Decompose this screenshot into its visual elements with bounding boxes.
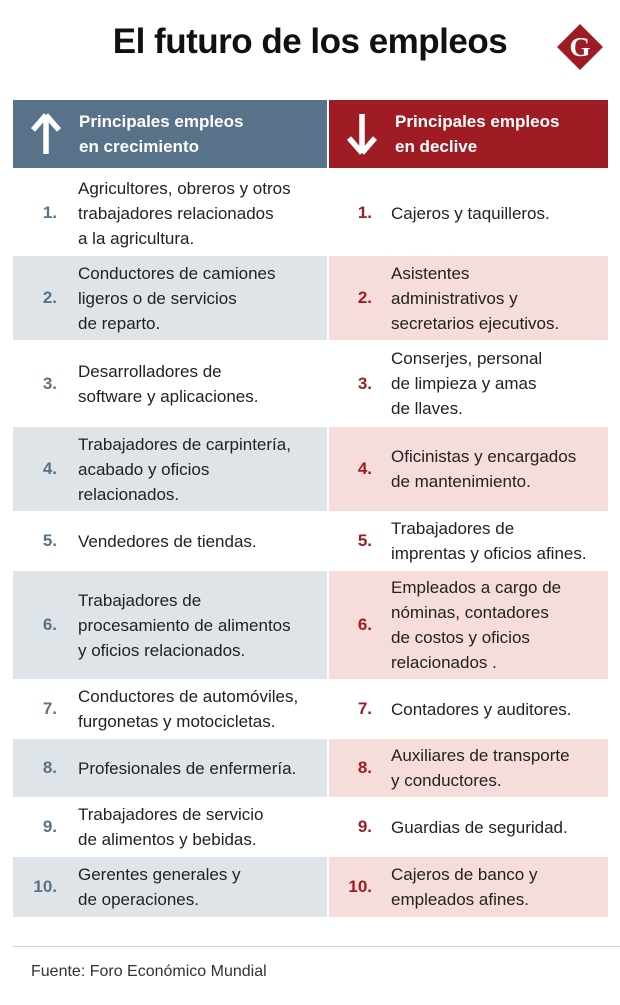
job-text-line: de llaves. (391, 399, 463, 418)
job-text-line: Trabajadores de carpintería, (78, 434, 291, 454)
job-text-line: Gerentes generales y (78, 865, 241, 884)
decline-rank: 9. (357, 817, 372, 836)
decline-rank: 7. (357, 699, 372, 718)
job-text-line: acabado y oficios (78, 459, 210, 479)
job-text-line: Conductores de automóviles, (78, 687, 299, 706)
decline-rank: 3. (357, 373, 372, 393)
source-note: Fuente: Foro Económico Mundial (31, 963, 267, 980)
decline-cell (329, 571, 608, 679)
growth-cell (13, 341, 327, 426)
growth-header-line1: Principales empleos (79, 112, 244, 131)
job-text-line: de alimentos y bebidas. (78, 830, 257, 849)
growth-rank: 7. (42, 699, 57, 718)
job-text-line: Trabajadores de (391, 519, 515, 538)
decline-header (329, 100, 608, 168)
job-text-line: Trabajadores de (78, 590, 202, 610)
table-row (13, 680, 608, 738)
job-text-line: Agricultores, obreros y otros (78, 178, 291, 198)
job-text-line: Conserjes, personal (391, 349, 543, 368)
growth-cell (13, 798, 327, 856)
growth-header-line2: en crecimiento (79, 137, 199, 156)
decline-cell (329, 427, 608, 511)
decline-cell (329, 857, 608, 917)
job-text-line: administrativos y (391, 288, 518, 308)
job-text-line: Contadores y auditores. (391, 699, 572, 719)
page-title: El futuro de los empleos (112, 22, 508, 61)
job-text-line: Profesionales de enfermería. (78, 758, 297, 778)
job-text-line: Empleados a cargo de (391, 578, 562, 597)
table-row (13, 256, 608, 340)
decline-rank: 10. (348, 877, 372, 896)
growth-cell (13, 171, 327, 255)
job-text-line: procesamiento de alimentos (78, 615, 291, 635)
growth-cell (13, 256, 327, 340)
job-text-line: Oficinistas y encargados (391, 447, 577, 466)
growth-cell (13, 857, 327, 917)
table-row (13, 571, 608, 679)
job-text-line: y oficios relacionados. (78, 640, 246, 660)
decline-rank: 2. (357, 288, 372, 307)
table-row (13, 427, 608, 511)
growth-rank: 9. (42, 817, 57, 836)
job-text-line: de operaciones. (78, 890, 199, 909)
decline-header-line1: Principales empleos (395, 112, 560, 131)
decline-rank: 4. (357, 459, 372, 478)
growth-rank: 10. (33, 877, 57, 896)
decline-cell (329, 739, 608, 797)
growth-rank: 6. (42, 615, 57, 634)
decline-cell (329, 256, 608, 340)
growth-rank: 5. (42, 531, 57, 550)
decline-rank: 8. (357, 758, 372, 777)
growth-cell (13, 512, 327, 570)
job-text-line: ligeros o de servicios (78, 288, 237, 308)
growth-rank: 1. (42, 203, 57, 222)
job-text-line: y conductores. (391, 771, 502, 790)
growth-header (13, 100, 327, 168)
growth-rank: 3. (42, 373, 57, 393)
table-row (13, 512, 608, 570)
decline-cell (329, 798, 608, 856)
job-text-line: de costos y oficios (391, 628, 530, 647)
job-text-line: trabajadores relacionados (78, 203, 274, 223)
table-row (13, 857, 608, 917)
job-text-line: Guardias de seguridad. (391, 817, 568, 837)
job-text-line: Cajeros de banco y (391, 865, 538, 884)
job-text-line: software y aplicaciones. (78, 386, 259, 406)
growth-rank: 4. (42, 459, 57, 478)
decline-cell (329, 680, 608, 738)
job-text-line: Vendedores de tiendas. (78, 531, 257, 551)
job-text-line: imprentas y oficios afines. (391, 544, 587, 563)
job-text-line: relacionados . (391, 653, 497, 672)
footer-divider (13, 946, 620, 947)
job-text-line: relacionados. (78, 484, 180, 504)
logo-letter: G (569, 32, 591, 62)
job-text-line: Conductores de camiones (78, 263, 276, 283)
decline-cell (329, 341, 608, 426)
job-text-line: secretarios ejecutivos. (391, 313, 560, 333)
growth-cell (13, 680, 327, 738)
job-text-line: empleados afines. (391, 890, 529, 909)
table-row (13, 341, 608, 426)
growth-rank: 2. (42, 288, 57, 307)
job-text-line: de reparto. (78, 313, 161, 333)
growth-cell (13, 739, 327, 797)
growth-cell (13, 427, 327, 511)
job-text-line: Trabajadores de servicio (78, 805, 264, 824)
job-text-line: Asistentes (391, 263, 470, 283)
job-text-line: furgonetas y motocicletas. (78, 712, 276, 731)
decline-rank: 5. (357, 531, 372, 550)
arrow-down-icon (329, 100, 395, 168)
job-text-line: nóminas, contadores (391, 603, 549, 622)
job-text-line: de limpieza y amas (391, 374, 537, 393)
job-text-line: de mantenimiento. (391, 472, 531, 491)
decline-cell (329, 171, 608, 255)
growth-rank: 8. (42, 758, 57, 777)
decline-rank: 1. (357, 203, 372, 222)
g-diamond-logo (556, 23, 604, 71)
job-text-line: Auxiliares de transporte (391, 746, 570, 765)
growth-cell (13, 571, 327, 679)
decline-header-line2: en declive (395, 137, 478, 156)
table-row (13, 171, 608, 255)
job-text-line: a la agricultura. (78, 228, 195, 248)
table-row (13, 798, 608, 856)
job-text-line: Desarrolladores de (78, 361, 222, 381)
decline-cell (329, 512, 608, 570)
decline-rank: 6. (357, 615, 372, 634)
arrow-up-icon (13, 100, 79, 168)
job-text-line: Cajeros y taquilleros. (391, 203, 550, 223)
table-row (13, 739, 608, 797)
